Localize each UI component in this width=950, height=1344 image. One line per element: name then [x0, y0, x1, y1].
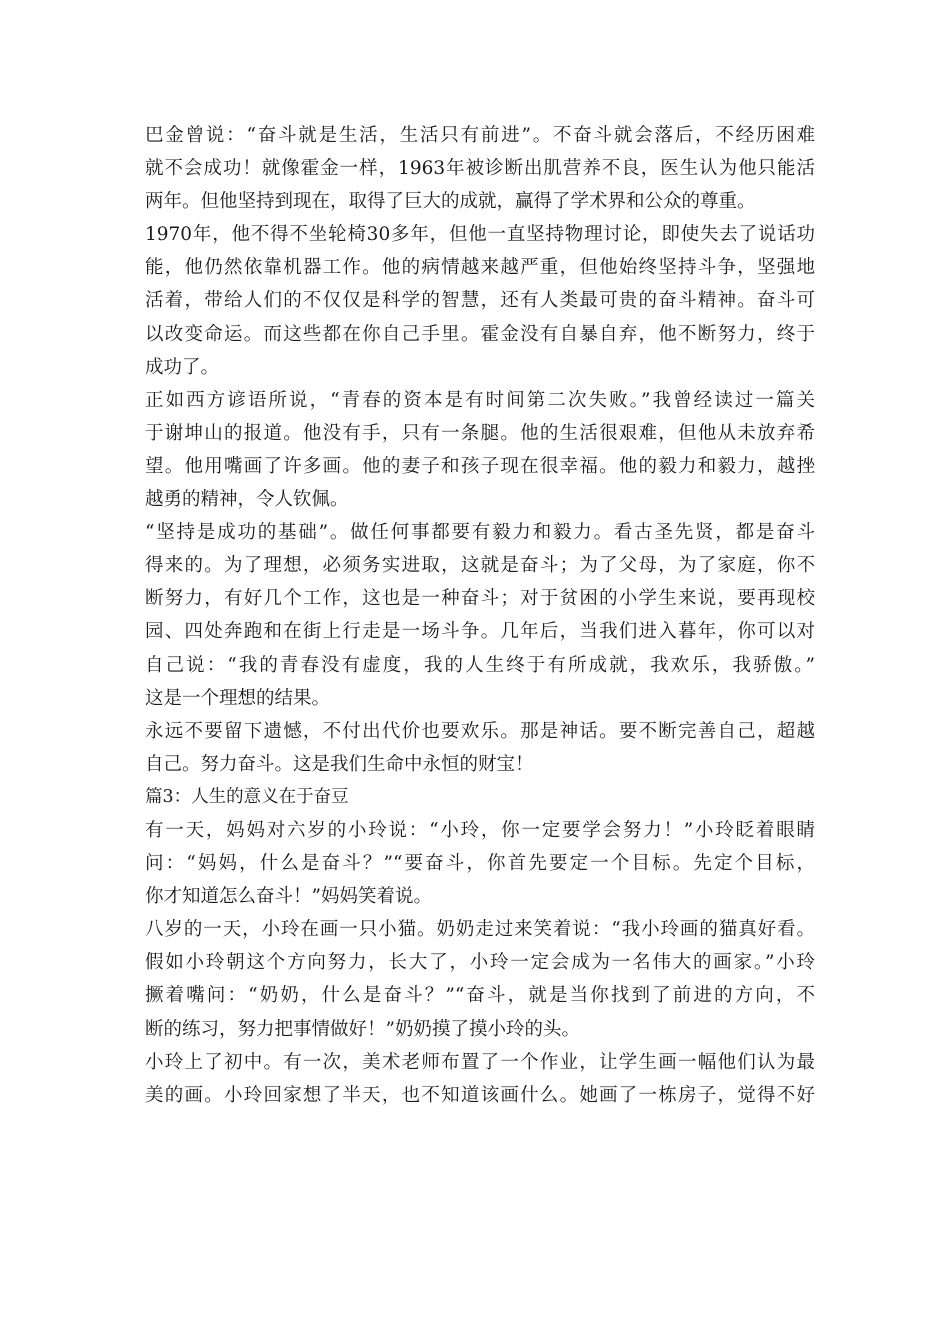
section-heading: 篇3：人生的意义在于奋豆 [145, 786, 349, 807]
text-line: 1970年，他不得不坐轮椅30多年，但他一直坚持物理讨论，即使失去了说话功 [145, 224, 815, 246]
text-line: 假如小玲朝这个方向努力，长大了，小玲一定会成为一名伟大的画家。”小玲 [145, 952, 815, 974]
text-line: 自己。努力奋斗。这是我们生命中永恒的财宝！ [145, 753, 534, 775]
text-line: 成功了。 [145, 356, 220, 378]
text-line: 以改变命运。而这些都在你自己手里。霍金没有自暴自弃，他不断努力，终于 [145, 323, 815, 345]
text-line: 问：“妈妈，什么是奋斗？”“要奋斗，你首先要定一个目标。先定个目标， [145, 853, 815, 875]
text-line: 这是一个理想的结果。 [145, 687, 331, 709]
text-line: 望。他用嘴画了许多画。他的妻子和孩子现在很幸福。他的毅力和毅力，越挫 [145, 455, 815, 477]
text-line: 巴金曾说：“奋斗就是生活，生活只有前进”。不奋斗就会落后，不经历困难 [145, 125, 815, 146]
text-line: 小玲上了初中。有一次，美术老师布置了一个作业，让学生画一幅他们认为最 [145, 1051, 815, 1073]
document-body [145, 119, 815, 1112]
text-line: 得来的。为了理想，必须务实进取，这就是奋斗；为了父母，为了家庭，你不 [145, 555, 815, 577]
text-line: 撅着嘴问：“奶奶，什么是奋斗？”“奋斗，就是当你找到了前进的方向，不 [145, 985, 815, 1007]
text-line: 有一天，妈妈对六岁的小玲说：“小玲，你一定要学会努力！”小玲眨着眼睛 [145, 819, 815, 841]
text-line: 正如西方谚语所说，“青春的资本是有时间第二次失败。”我曾经读过一篇关 [145, 389, 815, 411]
text-line: 自己说：“我的青春没有虚度，我的人生终于有所成就，我欢乐，我骄傲。” [145, 654, 815, 676]
text-line: 八岁的一天，小玲在画一只小猫。奶奶走过来笑着说：“我小玲画的猫真好看。 [145, 919, 815, 941]
text-line: 美的画。小玲回家想了半天，也不知道该画什么。她画了一栋房子，觉得不好 [145, 1084, 815, 1106]
text-line: 断的练习，努力把事情做好！”奶奶摸了摸小玲的头。 [145, 1018, 580, 1040]
text-line: 两年。但他坚持到现在，取得了巨大的成就，赢得了学术界和公众的尊重。 [145, 191, 756, 213]
text-line: 活着，带给人们的不仅仅是科学的智慧，还有人类最可贵的奋斗精神。奋斗可 [145, 290, 815, 312]
text-line: 永远不要留下遗憾，不付出代价也要欢乐。那是神话。要不断完善自己，超越 [145, 720, 815, 742]
text-line: 能，他仍然依靠机器工作。他的病情越来越严重，但他始终坚持斗争，坚强地 [145, 257, 815, 279]
text-line: 于谢坤山的报道。他没有手，只有一条腿。他的生活很艰难，但他从未放弃希 [145, 422, 815, 444]
text-line: 你才知道怎么奋斗！”妈妈笑着说。 [145, 886, 432, 908]
text-line: 园、四处奔跑和在街上行走是一场斗争。几年后，当我们进入暮年，你可以对 [145, 621, 815, 643]
text-line: 越勇的精神，令人钦佩。 [145, 489, 349, 511]
text-line: 断努力，有好几个工作，这也是一种奋斗；对于贫困的小学生来说，要再现校 [145, 588, 815, 610]
text-line: 就不会成功！就像霍金一样，1963年被诊断出肌营养不良，医生认为他只能活 [145, 158, 815, 180]
text-line: “坚持是成功的基础”。做任何事都要有毅力和毅力。看古圣先贤，都是奋斗 [145, 522, 815, 544]
